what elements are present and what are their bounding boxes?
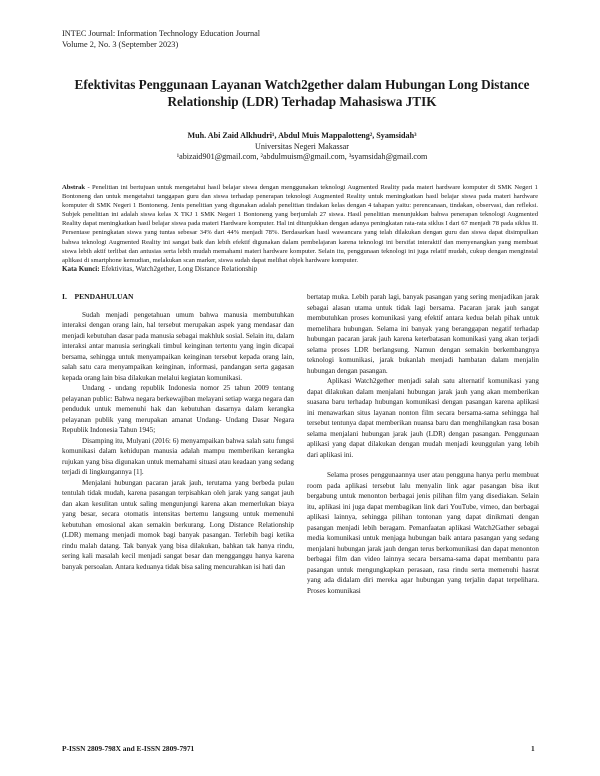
- paragraph: Aplikasi Watch2gether menjadi salah satu alternatif komunikasi yang dapat dilakukan dalam menjalani hubungan jarak jauh yang akan memberikan suasana baru terhadap hubungan komunikasi dengan pasangan karena aplikasi ini menawarkan situs layanan nonton film secara bersama-sama sehingga hal tersebut tentunya dapat memberikan nuansa baru dan menghilangkan rasa bosan selama menjalani hubungan jarak jauh (LDR) dengan pasangan. Penggunaan aplikasi yang dapat dilakukan dengan mudah menjadi keunggulan yang lebih dari aplikasi ini.: [307, 377, 539, 459]
- journal-name: INTEC Journal: Information Technology Education Journal: [62, 29, 261, 38]
- page-number: 1: [531, 744, 535, 753]
- paragraph: Disamping itu, Mulyani (2016: 6) menyampaikan bahwa salah satu fungsi komunikasi dalam kehidupan manusia adalah mampu memberikan kerangka rujukan yang bisa digunakan untuk memahami situasi atau keadaan yang sedang terjadi di lingkungannya [1].: [62, 436, 294, 476]
- right-column: [307, 292, 539, 596]
- keywords: [62, 265, 257, 274]
- author-names: Muh. Abi Zaid Alkhudri¹, Abdul Muis Mappalotteng², Syamsidah³: [187, 131, 417, 140]
- author-emails: ¹abizaid901@gmail.com, ²abdulmuism@gmail.com, ³syamsidah@gmail.com: [176, 152, 428, 162]
- keywords-text: Efektivitas, Watch2gether, Long Distance Relationship: [101, 265, 258, 273]
- footer-issn: P-ISSN 2809-798X and E-ISSN 2809-7971: [62, 744, 195, 753]
- author-block: [60, 131, 544, 163]
- paragraph: Menjalani hubungan pacaran jarak jauh, terutama yang berbeda pulau tentulah tidak mudah, karena pasangan terpisahkan oleh jarak yang sangat jauh dan akan kesulitan untuk saling mengunjungi karena akan memerlukan biaya yang besar, secara otomatis intensitas bertemu langsung untuk memenuhi kebutuhan emosional akan semakin berkurang. Long Distance Relationship (LDR) memang menjadi momok bagi banyak pasangan. Terlebih bagi ketika rindu malah datang. Tak banyak yang bisa dilakukan, bahkan tak hanya rindu, sering kali masalah kecil menjadi sangat besar dan mengganggu hanya karena banyak persoalan. Antara keduanya tidak bisa saling mencurahkan isi hati dan: [62, 478, 294, 571]
- author-affiliation: Universitas Negeri Makassar: [255, 141, 349, 151]
- paragraph: Selama proses penggunaannya user atau pengguna hanya perlu membuat room pada aplikasi tersebut lalu menyalin link agar pasangan bisa ikut bergabung untuk menonton berbagai jenis pilihan film yang disediakan. Selain itu, aplikasi ini juga dapat membagikan link dari YouTube, vimeo, dan berbagai aplikasi lainnya, sehingga pilihan tontonan yang dapat dinikmati dengan pasangan menjadi lebih beragam. Pemanfaatan aplikasi Watch2Gather sebagai media komunikasi untuk menjaga hubungan baik antara pasangan yang sedang menjalani hubungan jarak jauh dengan terus berkomunikasi dan dapat menonton berbagai film dan video lainnya secara bersama-sama dapat membantu para pasangan untuk mengungkapkan perasaan, rasa rindu serta memenuhi hasrat yang ada didalam diri mereka agar hubungan yang terjalin dapat terpelihara. Proses komunikasi: [307, 471, 539, 595]
- abstract: [62, 183, 538, 265]
- journal-header: [62, 29, 260, 50]
- paragraph: Undang - undang republik Indonesia nomor 25 tahun 2009 tentang pelayanan public: Bahwa negara berkewajiban melayani setiap warga negara dan penduduk untuk memenuhi hak dan kebutuhan dasarnya dalam kerangka pelayanan publik yang merupakan amanat Undang- Undang Dasar Negara Republik Indonesia Tahun 1945;: [62, 384, 294, 434]
- paragraph: Sudah menjadi pengetahuan umum bahwa manusia membutuhkan interaksi dengan orang lain, hal tersebut merupakan aspek yang mendasar dan menjadi kebutuhan dasar pada manusia sebagai makhluk sosial. Selain itu, dalam interaksi antar manusia seringkali timbul keinginan tertentu yang ingin dicapai bersama, sehingga untuk menyampaikan keinginan tersebut kepada orang lain, salah satu cara menyampaikan keinginan, informasi, pandangan serta gagasan kepada orang lain bisa dilakukan melalui kegiatan komunikasi.: [62, 310, 295, 382]
- paragraph: bertatap muka. Lebih parah lagi, banyak pasangan yang sering menjadikan jarak sebagai alasan utama untuk tidak lagi bersama. Pacaran jarak jauh sangat membutuhkan proses komunikasi yang efektif antara kedua belah pihak untuk memelihara hubungan. Selama ini banyak yang beranggapan negatif terhadap hubungan pacaran jarak jauh karena keterbatasan komunikasi yang akan terjadi selama proses LDR berlangsung. Namun dengan semakin berkembangnya teknologi komunikasi, jarak bukanlah menjadi hambatan dalam menjalin hubungan dengan pasangan.: [307, 293, 539, 375]
- keywords-label: Kata Kunci:: [62, 265, 100, 273]
- journal-volume: Volume 2, No. 3 (September 2023): [62, 39, 179, 49]
- abstract-text: - Penelitian ini bertujuan untuk mengetahui hasil belajar siswa dengan menggunakan teknologi Augmented Reality pada materi hardware komputer di SMK Negeri 1 Bontoneng dan untuk mengetahui tanggapan guru dan siswa terhadap penerapan teknologi Augmented Reality untuk meningkatkan hasil belajar siswa pada materi hardware komputer di SMK Negeri 1 Bontoneng. Jenis penelitian yang digunakan adalah penelitian tindakan kelas dengan 4 tahapan yaitu: perencanaan, tindakan, observasi, dan refleksi. Subjek penelitian ini adalah siswa kelas X TKJ 1 SMK Negeri 1 Bontoneng yang berjumlah 27 siswa. Hasil penelitian menunjukkan bahwa penerapan teknologi Augmented Reality dapat meningkatkan hasil belajar siswa pada materi Hardware komputer. Hal ini ditunjukkan dengan adanya peningkatan rata-rata siklus I dari 67 menjadi 78 pada siklus II. Persentase peningkatan siswa yang tuntas sebesar 34% dari 44% menjadi 78%. Berdasarkan hasil wawancara yang telah dilakukan dengan guru dan siswa dapat disimpulkan bahwa teknologi Augmented Reality ini sangat baik dan lebih efektif digunakan dalam pembelajaran karena teknologi ini bersifat interaktif dan menyenangkan yang membuat siswa lebih aktif terlibat dan antusias serta lebih mudah memahami materi hardware komputer. Selain itu, penggunaan teknologi ini juga relatif mudah, cukup dengan menginstal aplikasi di smartphone kemudian, melakukan scan marker, siswa sudah dapat melihat objek hardware komputer.: [62, 184, 538, 264]
- abstract-label: Abstrak: [62, 184, 86, 191]
- section-heading: I. PENDAHULUAN: [62, 292, 134, 301]
- paper-title: Efektivitas Penggunaan Layanan Watch2gether dalam Hubungan Long Distance Relationship (LDR) Terhadap Mahasiswa JTIK: [74, 77, 530, 109]
- left-column: [62, 292, 294, 572]
